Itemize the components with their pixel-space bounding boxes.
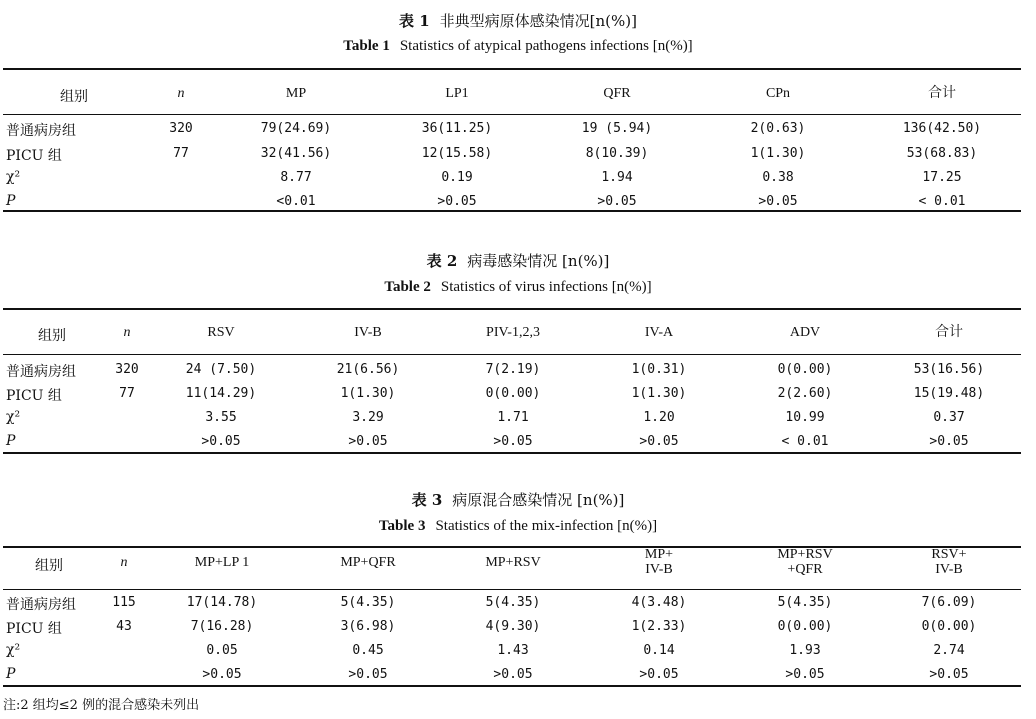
table-cell: >0.05 [202,667,242,682]
table-cell: 8(10.39) [585,146,649,161]
table1-caption-en [0,38,1036,55]
table-cell: 0.38 [762,170,794,185]
header-n: n [123,325,131,340]
table1-title-en: Statistics of atypical pathogens infections [n(%)] [399,38,693,54]
row-label: χ² [6,409,21,425]
row-label: PICU 组 [6,388,62,404]
table1-bottom-rule [3,210,1021,212]
header-group: 组别 [35,558,63,574]
table-cell: 0(0.00) [485,386,541,401]
row-label: PICU 组 [6,148,62,164]
header-line: MP+QFR [340,555,396,570]
row-n: 115 [112,595,136,610]
header-line: IV-A [644,325,674,340]
row-n: 77 [119,386,135,401]
table-cell: 19 (5.94) [581,121,653,136]
table-cell: 5(4.35) [485,595,541,610]
row-label: P [6,193,16,209]
header-line: IV-B [935,562,963,577]
table2-label-cn: 表 2 [426,252,458,270]
row-label: P [6,433,16,449]
header-col-5 [928,86,956,101]
table-cell: 7(2.19) [485,362,541,377]
table-cell: 17.25 [922,170,962,185]
row-n: 43 [116,619,132,634]
table-cell: >0.05 [758,194,798,209]
row-n: 77 [173,146,189,161]
header-col-1 [207,325,234,340]
table-cell: 17(14.78) [186,595,258,610]
table-cell: >0.05 [785,667,825,682]
header-line: MP+RSV [777,547,833,562]
header-line: MP [285,86,307,101]
table-cell: 1.93 [789,643,821,658]
table-cell: 0.45 [352,643,384,658]
header-group: 组别 [60,89,88,105]
table2-header-rule [3,354,1021,355]
table3-caption-en [0,518,1036,535]
header-n: n [177,86,185,101]
table-cell: 3(6.98) [340,619,396,634]
table3-label-cn: 表 3 [411,491,443,509]
table-cell: 0(0.00) [777,362,833,377]
table-cell: 1(0.31) [631,362,687,377]
header-line: CPn [765,86,791,101]
header-line: +QFR [787,562,823,577]
row-label: 普通病房组 [6,364,76,380]
table-cell: 1(1.30) [340,386,396,401]
footnote: 注:2 组均≤2 例的混合感染未列出 [3,698,200,713]
table2-top-rule [3,308,1021,310]
header-group: 组别 [38,328,66,344]
table-cell: 32(41.56) [260,146,332,161]
header-line: RSV+ [931,547,967,562]
table-cell: 3.29 [352,410,384,425]
table3-bottom-rule [3,685,1021,687]
table-cell: 1.94 [601,170,633,185]
table-cell: 12(15.58) [421,146,493,161]
table-cell: 15(19.48) [913,386,985,401]
table2-title-cn: 病毒感染情况 [n(%)] [467,252,610,270]
table1-caption-cn [0,10,1036,31]
table-cell: 4(9.30) [485,619,541,634]
table-cell: 5(4.35) [340,595,396,610]
header-line: IV-B [354,325,382,340]
header-col-1 [195,555,249,570]
table1-top-rule [3,68,1021,70]
header-col-1 [286,86,306,101]
table3-caption-cn [0,489,1036,510]
table2-label-en: Table 2 [384,279,431,295]
table-cell: 1(1.30) [750,146,806,161]
table1-label-en: Table 1 [343,38,390,54]
table3-top-rule [3,546,1021,548]
header-col-2 [445,86,468,101]
table-cell: 7(16.28) [190,619,254,634]
header-line: MP+ [644,547,674,562]
table3-title-cn: 病原混合感染情况 [n(%)] [452,491,625,509]
table2-caption-cn [0,250,1036,271]
header-line: MP+RSV [485,555,541,570]
table-cell: >0.05 [929,667,969,682]
table-cell: < 0.01 [781,434,829,449]
table3-label-en: Table 3 [378,518,426,534]
table2-title-en: Statistics of virus infections [n(%)] [440,279,652,295]
table-cell: 24 (7.50) [185,362,257,377]
header-line: 合计 [935,325,963,340]
row-label: 普通病房组 [6,597,76,613]
row-label: 普通病房组 [6,123,76,139]
row-n: 320 [169,121,193,136]
table-cell: 0(0.00) [777,619,833,634]
table-cell: 3.55 [205,410,237,425]
row-label: PICU 组 [6,621,62,637]
table-cell: 0(0.00) [921,619,977,634]
table-cell: <0.01 [276,194,316,209]
header-line: MP+LP 1 [194,555,250,570]
table-cell: 136(42.50) [902,121,982,136]
header-col-5 [790,325,820,340]
table-cell: 5(4.35) [777,595,833,610]
table-cell: 53(16.56) [913,362,985,377]
table-cell: < 0.01 [918,194,966,209]
table-cell: 0.37 [933,410,965,425]
table3-header-rule [3,589,1021,590]
table-cell: 10.99 [785,410,825,425]
table-cell: 1(1.30) [631,386,687,401]
table-cell: 4(3.48) [631,595,687,610]
table-cell: 0.14 [643,643,675,658]
row-label: P [6,666,16,682]
table-cell: 21(6.56) [336,362,400,377]
header-line: 合计 [928,86,956,101]
table-cell: >0.05 [348,667,388,682]
table-cell: 1.20 [643,410,675,425]
header-line: IV-B [645,562,673,577]
table-cell: 53(68.83) [906,146,978,161]
table-cell: 0.05 [206,643,238,658]
header-n: n [120,555,128,570]
header-col-5 [777,547,832,577]
table-cell: 11(14.29) [185,386,257,401]
table-cell: 2(0.63) [750,121,806,136]
table1-label-cn: 表 1 [399,12,430,30]
table-cell: >0.05 [437,194,477,209]
table3-title-en: Statistics of the mix-infection [n(%)] [435,518,658,534]
table-cell: 79(24.69) [260,121,332,136]
table-cell: 2.74 [933,643,965,658]
header-col-3 [486,325,540,340]
header-line: PIV-1,2,3 [486,325,540,340]
table-cell: 36(11.25) [421,121,493,136]
table1-title-cn: 非典型病原体感染情况[n(%)] [439,12,637,30]
table-cell: >0.05 [597,194,637,209]
table-cell: 8.77 [280,170,312,185]
header-line: QFR [603,86,631,101]
table2-bottom-rule [3,452,1021,454]
header-col-2 [354,325,382,340]
table-cell: 7(6.09) [921,595,977,610]
table-cell: 0.19 [441,170,473,185]
header-col-6 [935,325,963,340]
table-cell: >0.05 [929,434,969,449]
header-line: ADV [789,325,821,340]
table-cell: >0.05 [493,667,533,682]
header-line: RSV [207,325,235,340]
row-n: 320 [115,362,139,377]
table-cell: 1.71 [497,410,529,425]
header-col-3 [485,555,540,570]
table1-header-rule [3,114,1021,115]
row-label: χ² [6,169,21,185]
header-col-4 [645,325,673,340]
row-label: χ² [6,642,21,658]
table-cell: 1(2.33) [631,619,687,634]
table-cell: >0.05 [639,434,679,449]
table-cell: 2(2.60) [777,386,833,401]
header-col-4 [766,86,790,101]
header-col-4 [645,547,673,577]
table-cell: >0.05 [201,434,241,449]
header-col-6 [931,547,966,577]
header-line: LP1 [445,86,469,101]
table-cell: 1.43 [497,643,529,658]
table-cell: >0.05 [348,434,388,449]
header-col-3 [603,86,630,101]
table2-caption-en [0,279,1036,296]
table-cell: >0.05 [639,667,679,682]
header-col-2 [340,555,395,570]
table-cell: >0.05 [493,434,533,449]
